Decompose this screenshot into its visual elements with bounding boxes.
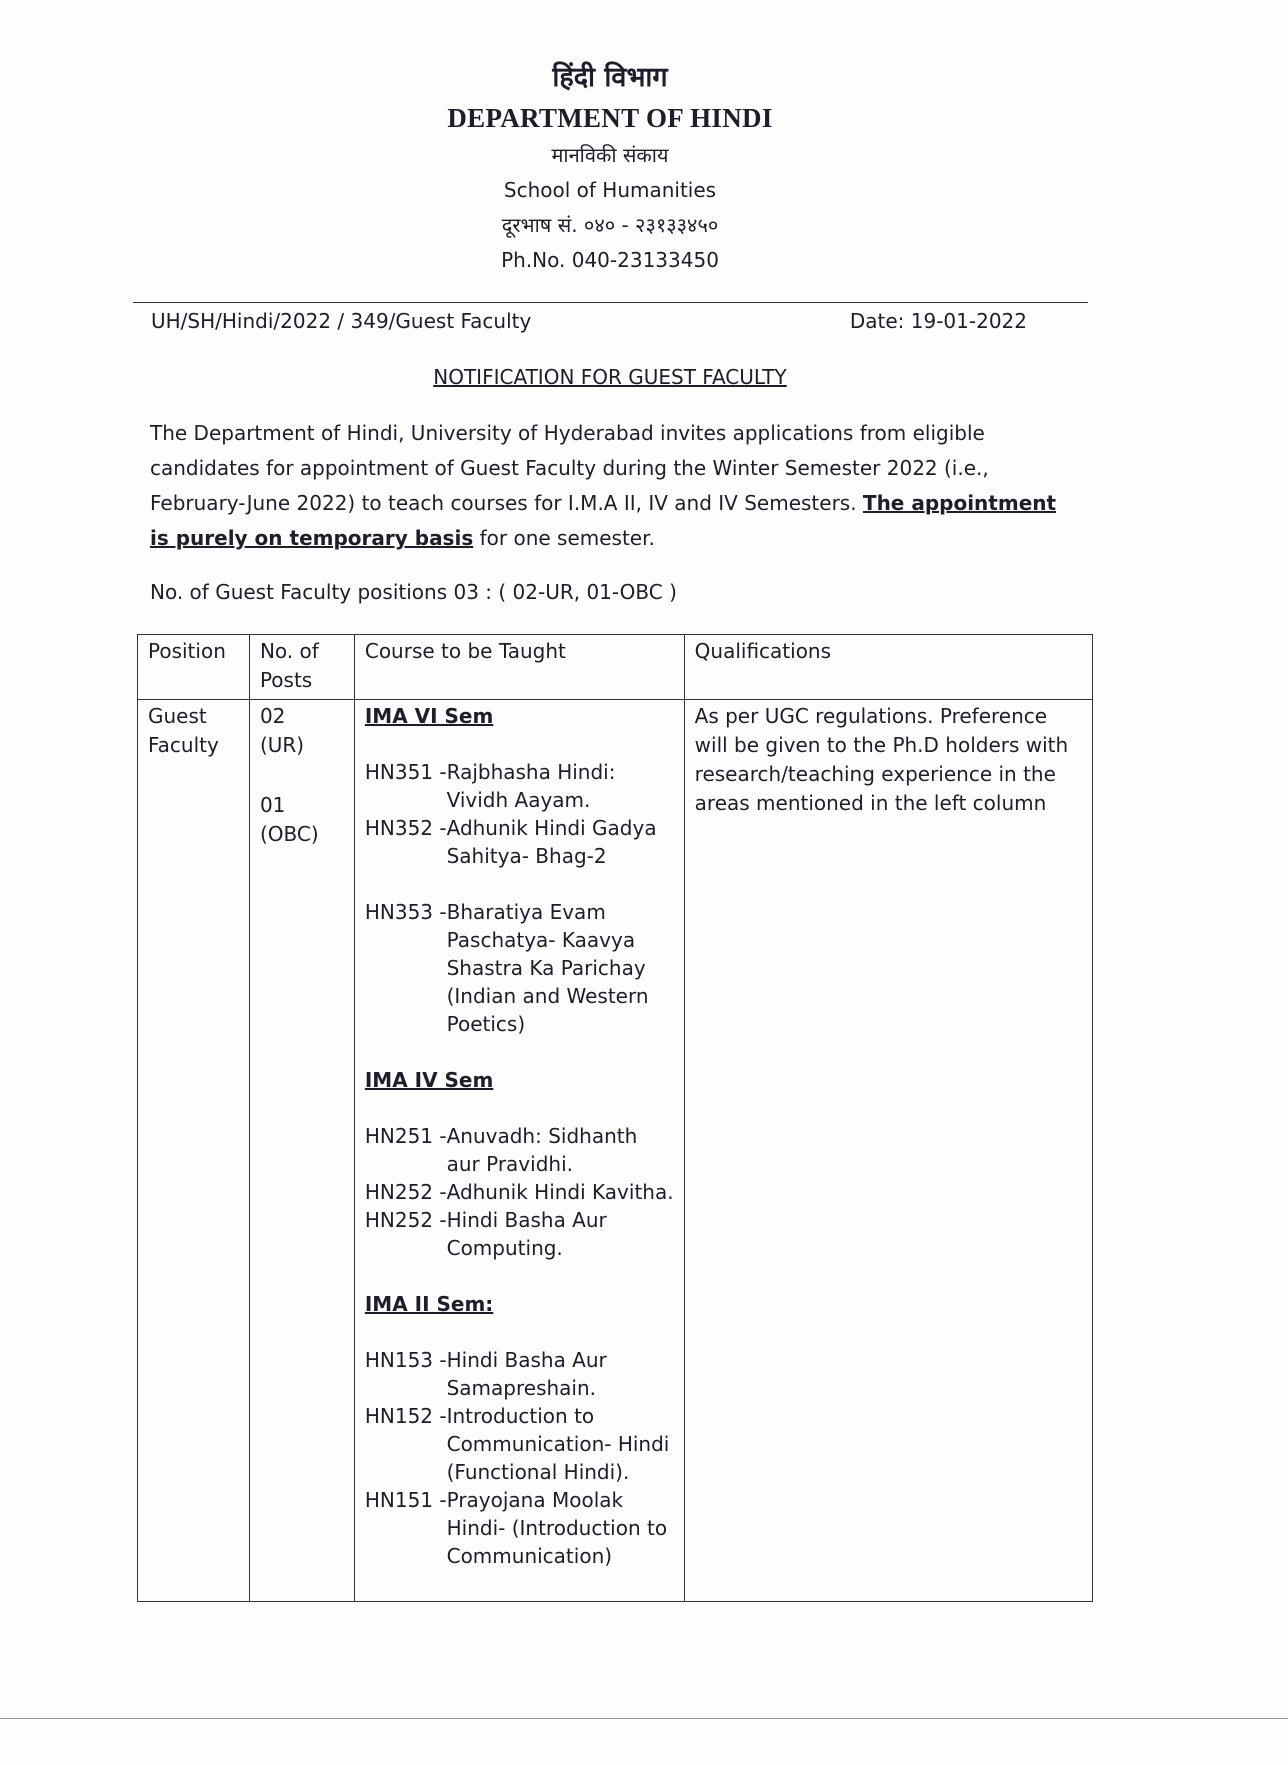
- cell-posts: [249, 700, 354, 1602]
- course-item: [365, 1346, 674, 1402]
- dept-name-hindi: हिंदी विभाग: [552, 62, 668, 93]
- cell-position: Guest Faculty: [138, 700, 250, 1602]
- school-name-hindi: मानविकी संकाय: [551, 143, 669, 167]
- course-code: HN153 -: [364, 1348, 447, 1372]
- course-code: HN252 -: [364, 1208, 447, 1232]
- school-name-english: School of Humanities: [503, 178, 717, 202]
- course-title: Prayojana Moolak Hindi- (Introduction to Communication): [446, 1488, 668, 1568]
- course-item: [365, 1178, 674, 1206]
- header-course: Course to be Taught: [354, 635, 684, 700]
- course-code: HN251 -: [364, 1124, 447, 1148]
- paragraph-tail: for one semester.: [479, 526, 655, 550]
- posts-obc-category: (OBC): [259, 822, 319, 846]
- course-code: HN352 -: [364, 816, 447, 840]
- course-title: Adhunik Hindi Gadya Sahitya- Bhag-2: [446, 816, 657, 868]
- course-item: [365, 758, 674, 814]
- table-row: [138, 700, 1093, 1602]
- course-item: [365, 1122, 674, 1178]
- cell-courses: [354, 700, 684, 1602]
- posts-ur-category: (UR): [259, 733, 305, 757]
- course-item: [365, 898, 674, 1038]
- course-title: Anuvadh: Sidhanth aur Pravidhi.: [446, 1124, 638, 1176]
- notification-title: NOTIFICATION FOR GUEST FACULTY: [433, 365, 787, 389]
- cell-qualifications: As per UGC regulations. Preference will be given to the Ph.D holders with research/teaching experience in the areas mentioned in the left column: [684, 700, 1092, 1602]
- page-bottom-edge: [0, 1718, 1288, 1719]
- phone-english: Ph.No. 040-23133450: [501, 248, 719, 272]
- course-code: HN252 -: [364, 1180, 447, 1204]
- positions-line: No. of Guest Faculty positions 03 : ( 02-UR, 01-OBC ): [150, 580, 677, 604]
- semester-title: IMA II Sem:: [364, 1292, 494, 1316]
- course-title: Hindi Basha Aur Samapreshain.: [446, 1348, 607, 1400]
- header-position: Position: [138, 635, 250, 700]
- course-title: Hindi Basha Aur Computing.: [446, 1208, 607, 1260]
- course-title: Rajbhasha Hindi: Vividh Aayam.: [446, 760, 616, 812]
- course-code: HN353 -: [364, 900, 447, 924]
- reference-line: [151, 306, 1027, 336]
- course-item: [365, 814, 674, 870]
- notice-paragraph: [150, 416, 1070, 556]
- course-item: [365, 1206, 674, 1262]
- notice-date: Date: 19-01-2022: [849, 309, 1027, 333]
- semester-title: IMA IV Sem: [364, 1068, 494, 1092]
- posts-ur-count: 02: [259, 704, 286, 728]
- course-title: Introduction to Communication- Hindi (Functional Hindi).: [446, 1404, 670, 1484]
- header-qualifications: Qualifications: [684, 635, 1092, 700]
- course-code: HN152 -: [364, 1404, 447, 1428]
- course-code: HN351 -: [364, 760, 447, 784]
- semester-title: IMA VI Sem: [364, 704, 494, 728]
- reference-number: UH/SH/Hindi/2022 / 349/Guest Faculty: [151, 309, 532, 333]
- course-item: [365, 1486, 674, 1570]
- header-divider: [133, 302, 1088, 303]
- header-posts: No. of Posts: [249, 635, 354, 700]
- paragraph-text: The Department of Hindi, University of Hyderabad invites applications from eligible candidates for appointment of Guest Faculty during the Winter Semester 2022 (i.e., February-June 2022) to teach courses for I.M.A II, IV and IV Semesters.: [150, 421, 989, 515]
- course-title: Adhunik Hindi Kavitha.: [446, 1180, 674, 1204]
- paragraph-emphasis: The appointment is purely on temporary basis: [150, 491, 1057, 550]
- course-code: HN151 -: [364, 1488, 447, 1512]
- dept-name-english: DEPARTMENT OF HINDI: [447, 103, 773, 133]
- letterhead: [0, 58, 1220, 278]
- course-title: Bharatiya Evam Paschatya- Kaavya Shastra Ka Parichay (Indian and Western Poetics): [446, 900, 649, 1036]
- posts-obc-count: 01: [259, 793, 286, 817]
- positions-table: [137, 634, 1093, 1602]
- table-header-row: [138, 635, 1093, 700]
- course-item: [365, 1402, 674, 1486]
- phone-hindi: दूरभाष सं. ०४० - २३१३३४५०: [501, 213, 719, 237]
